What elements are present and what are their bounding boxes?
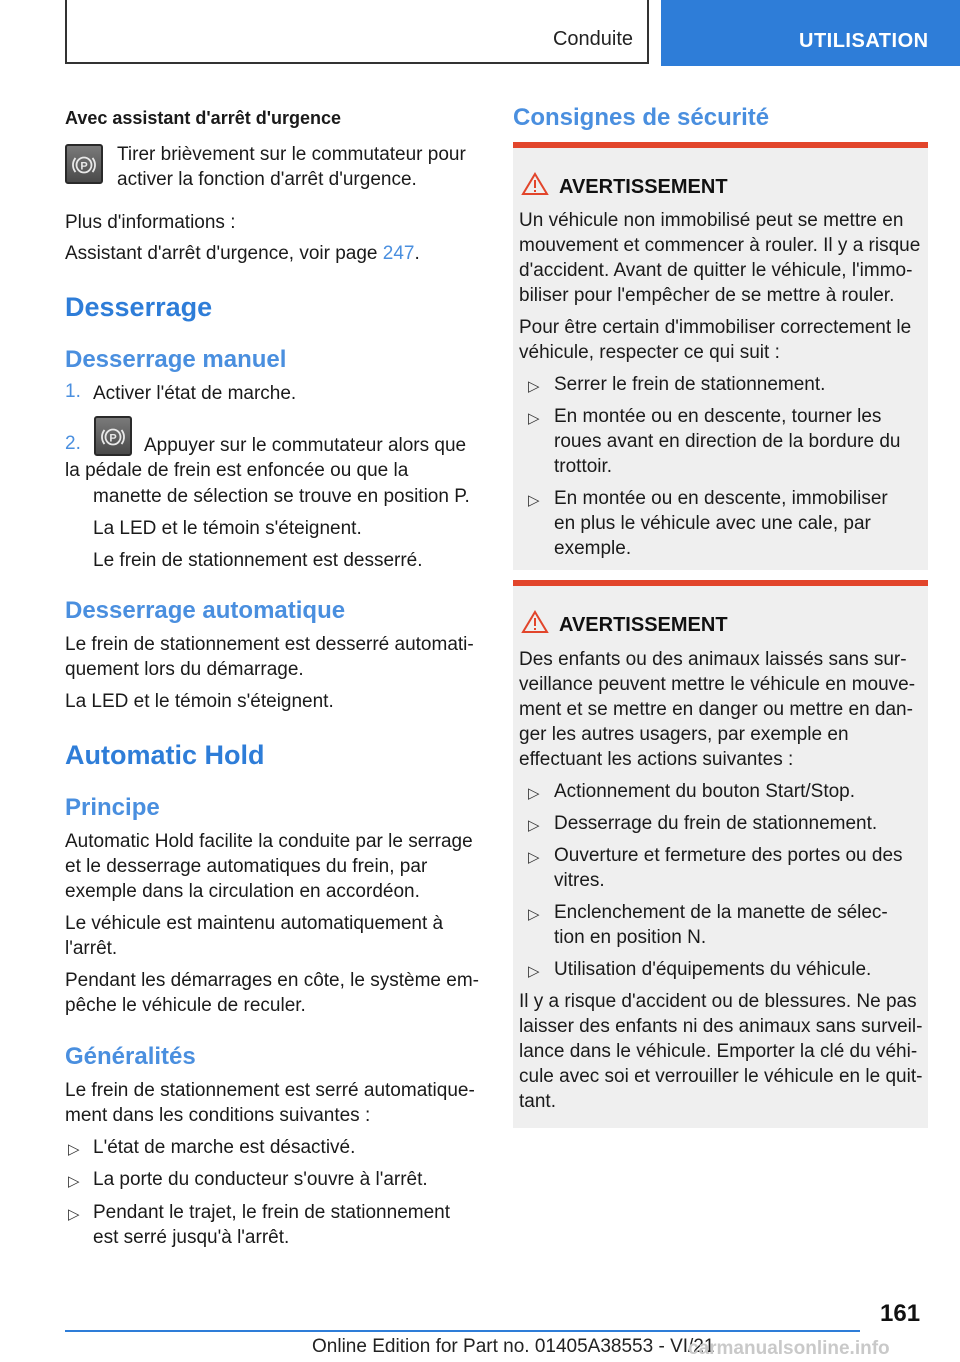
warning-box-1 [513, 142, 928, 570]
w2-end-line: lance dans le véhicule. Emporter la clé du véhi‐ [519, 1041, 918, 1062]
w2-end-line: laisser des enfants ni des animaux sans surveil‐ [519, 1016, 923, 1037]
watermark: carmanualsonline.info [688, 1338, 890, 1359]
w1-line: Un véhicule non immobilisé peut se mettre en [519, 210, 904, 231]
w1-item: En montée ou en descente, immobiliser [554, 488, 888, 509]
bullet-marker: ▷ [528, 817, 540, 834]
header-chapter: Conduite [552, 28, 633, 50]
heading-principe: Principe [65, 794, 160, 821]
step-2-released: Le frein de stationnement est desserré. [93, 550, 423, 571]
step-2-led: La LED et le témoin s'éteignent. [93, 518, 362, 539]
w2-line: ment et se mettre en danger ou mettre en dan‐ [519, 699, 913, 720]
heading-automatic-hold: Automatic Hold [65, 740, 265, 770]
w2-item: Desserrage du frein de stationnement. [554, 813, 878, 834]
warning-label: AVERTISSEMENT [559, 614, 728, 636]
heading-generalites: Généralités [65, 1043, 196, 1070]
reference-text: Assistant d'arrêt d'urgence, voir page [65, 243, 383, 264]
safety-title: Consignes de sécurité [513, 104, 770, 131]
bullet-marker: ▷ [68, 1206, 80, 1223]
w2-item: Enclenchement de la manette de sélec‐ [554, 902, 888, 923]
w1-item: En montée ou en descente, tourner les [554, 406, 882, 427]
step-2-number: 2. [65, 433, 81, 454]
w2-end-line: cule avec soi et verrouiller le véhicule en le quit‐ [519, 1066, 923, 1087]
generalites-item: La porte du conducteur s'ouvre à l'arrêt. [93, 1169, 428, 1190]
footer-edition: Online Edition for Part no. 01405A38553 - VI/21 [312, 1336, 715, 1357]
w2-item: vitres. [554, 870, 605, 891]
principe-line-1: Automatic Hold facilite la conduite par le serrage [65, 831, 473, 852]
w2-item: Ouverture et fermeture des portes ou des [554, 845, 903, 866]
page-number: 161 [880, 1300, 921, 1327]
more-info: Plus d'informations : [65, 212, 236, 233]
warning-triangle-icon [521, 172, 549, 196]
w1-item: exemple. [554, 538, 632, 559]
heading-desserrage-manuel: Desserrage manuel [65, 346, 287, 373]
w1-line: mouvement et commencer à rouler. Il y a risque [519, 235, 921, 256]
step-2-line-1: Appuyer sur le commutateur alors que [144, 435, 467, 456]
bullet-marker: ▷ [528, 492, 540, 509]
w1-line: véhicule, respecter ce qui suit : [519, 342, 780, 363]
svg-text:P: P [80, 160, 88, 173]
footer-divider [65, 1330, 860, 1332]
svg-text:P: P [109, 432, 117, 445]
w2-line: effectuant les actions suivantes : [519, 749, 794, 770]
step-1-number: 1. [65, 381, 81, 402]
w1-item: roues avant en direction de la bordure du [554, 431, 901, 452]
parking-brake-button-icon [65, 144, 103, 184]
pente-line-1: Pendant les démarrages en côte, le système em‐ [65, 970, 479, 991]
bullet-marker: ▷ [68, 1141, 80, 1158]
generalites-item: Pendant le trajet, le frein de stationnement [93, 1202, 451, 1223]
header-section: UTILISATION [799, 30, 929, 52]
w2-item: Actionnement du bouton Start/Stop. [554, 781, 856, 802]
page-reference-link[interactable]: 247 [382, 243, 415, 264]
maintenu-line-1: Le véhicule est maintenu automatiquement à [65, 913, 444, 934]
bullet-marker: ▷ [528, 849, 540, 866]
w1-line: biliser pour l'empêcher de se mettre à rouler. [519, 285, 895, 306]
auto-line-2: quement lors du démarrage. [65, 659, 304, 680]
w2-line: ger les autres usagers, par exemple en [519, 724, 849, 745]
generalites-line-1: Le frein de stationnement est serré automatique‐ [65, 1080, 475, 1101]
auto-line-1: Le frein de stationnement est desserré automati‐ [65, 634, 474, 655]
bullet-marker: ▷ [68, 1173, 80, 1190]
w2-end-line: tant. [519, 1091, 556, 1112]
maintenu-line-2: l'arrêt. [65, 938, 118, 959]
generalites-line-2: ment dans les conditions suivantes : [65, 1105, 371, 1126]
w2-item: Utilisation d'équipements du véhicule. [554, 959, 872, 980]
generalites-item: L'état de marche est désactivé. [93, 1137, 356, 1158]
header-chapter-box [65, 0, 649, 64]
w1-item: en plus le véhicule avec une cale, par [554, 513, 871, 534]
w2-line: Des enfants ou des animaux laissés sans sur‐ [519, 649, 907, 670]
w1-line: d'accident. Avant de quitter le véhicule, l'immo‐ [519, 260, 913, 281]
bullet-marker: ▷ [528, 378, 540, 395]
step-2-line-3: manette de sélection se trouve en position P. [93, 486, 470, 507]
warning-label: AVERTISSEMENT [559, 176, 728, 198]
pente-line-2: pêche le véhicule de reculer. [65, 995, 306, 1016]
emergency-reference [65, 241, 420, 266]
emergency-title: Avec assistant d'arrêt d'urgence [65, 108, 342, 128]
reference-end: . [414, 243, 420, 264]
bullet-marker: ▷ [528, 906, 540, 923]
w1-line: Pour être certain d'immobiliser correctement le [519, 317, 912, 338]
step-1-text: Activer l'état de marche. [93, 383, 297, 404]
warning-box-2 [513, 580, 928, 1128]
header-section-tab [661, 0, 960, 66]
w2-end-line: Il y a risque d'accident ou de blessures. Ne pas [519, 991, 917, 1012]
auto-led: La LED et le témoin s'éteignent. [65, 691, 334, 712]
w2-item: tion en position N. [554, 927, 707, 948]
principe-line-2: et le desserrage automatiques du frein, par [65, 856, 428, 877]
emergency-text-2: activer la fonction d'arrêt d'urgence. [117, 169, 417, 190]
generalites-item-cont: est serré jusqu'à l'arrêt. [93, 1227, 290, 1248]
bullet-marker: ▷ [528, 785, 540, 802]
emergency-text-1: Tirer brièvement sur le commutateur pour [117, 144, 466, 165]
principe-line-3: exemple dans la circulation en accordéon. [65, 881, 420, 902]
heading-desserrage-automatique: Desserrage automatique [65, 597, 346, 624]
w1-item: trottoir. [554, 456, 613, 477]
bullet-marker: ▷ [528, 410, 540, 427]
warning-triangle-icon [521, 610, 549, 634]
w2-line: veillance peuvent mettre le véhicule en mouve‐ [519, 674, 916, 695]
heading-desserrage: Desserrage [65, 292, 213, 322]
step-2-line-2: la pédale de frein est enfoncée ou que la [65, 460, 409, 481]
parking-brake-button-icon-2 [94, 416, 132, 456]
w1-item: Serrer le frein de stationnement. [554, 374, 826, 395]
bullet-marker: ▷ [528, 963, 540, 980]
